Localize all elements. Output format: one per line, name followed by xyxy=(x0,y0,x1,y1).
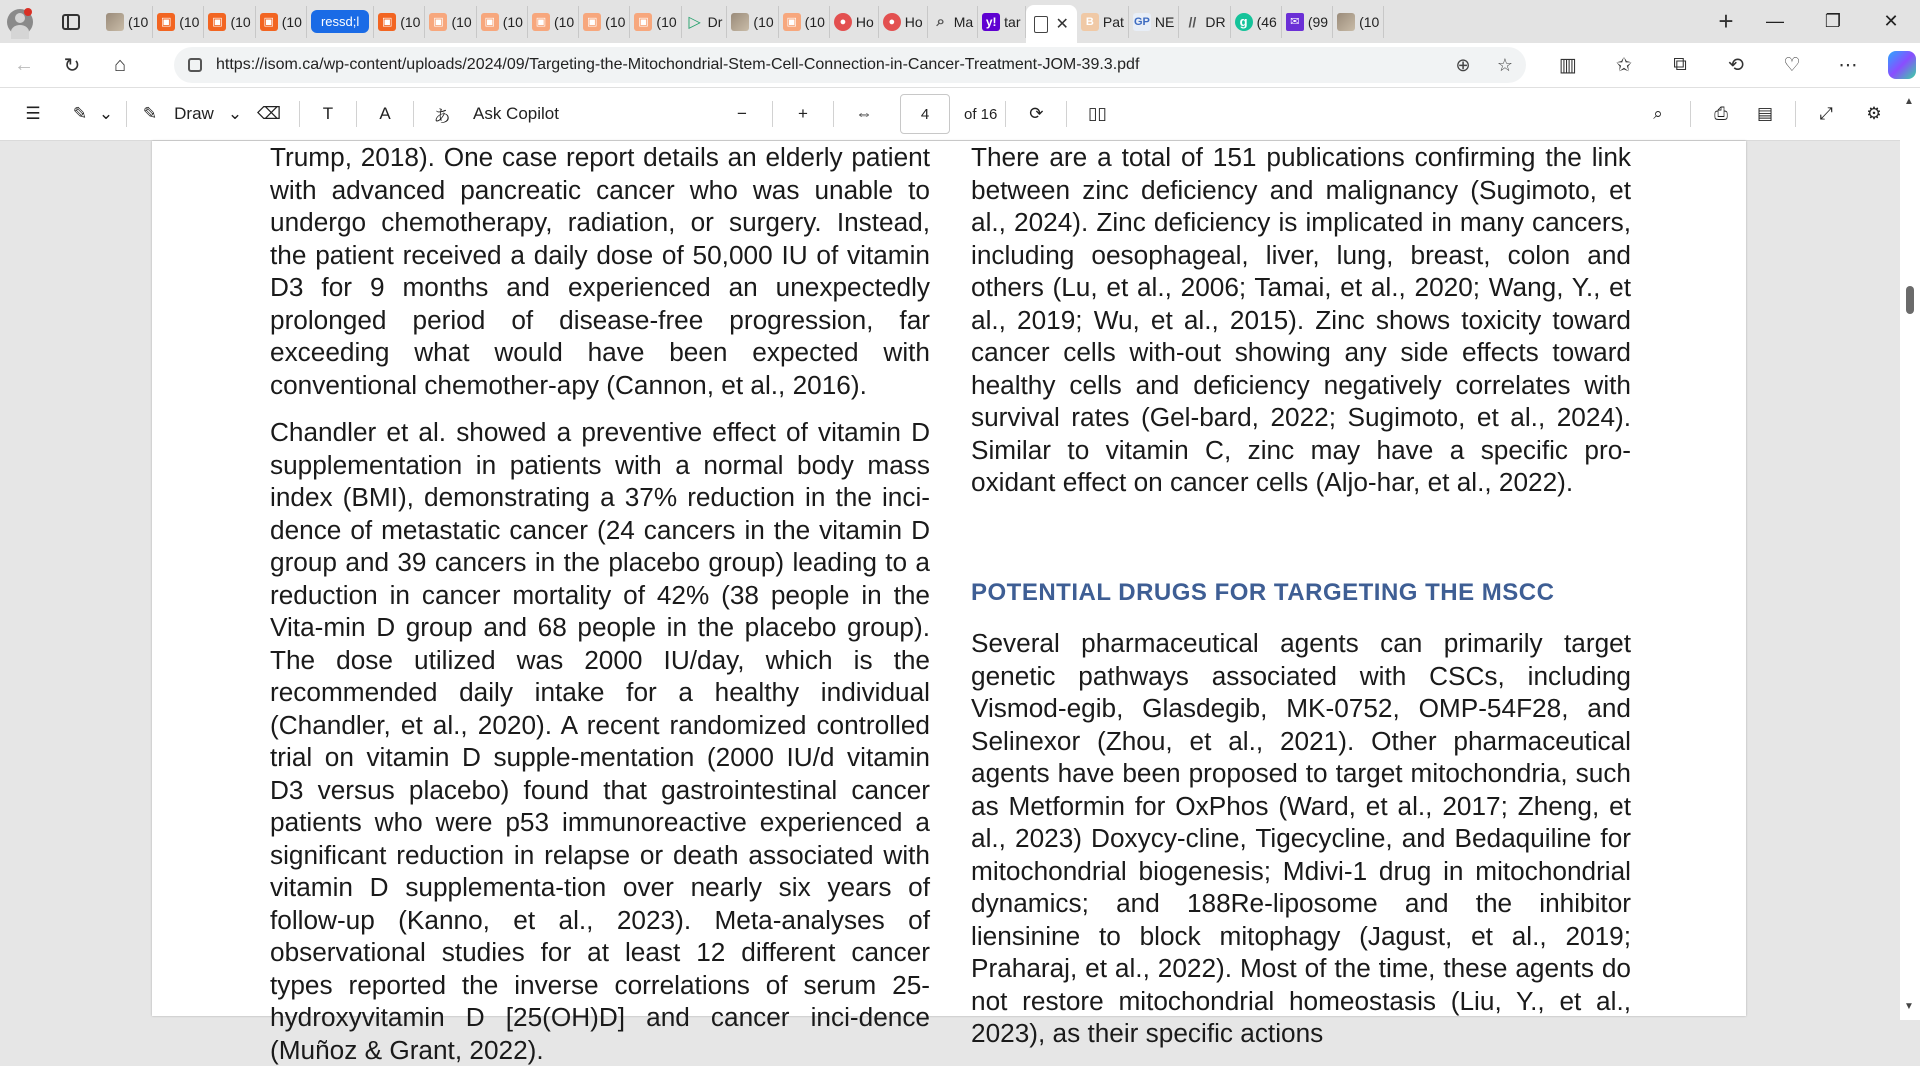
window-controls xyxy=(1746,0,1920,43)
tab-favicon-icon: ▣ xyxy=(378,13,396,31)
tab-favicon-icon: ▣ xyxy=(157,13,175,31)
tab-favicon-icon: B xyxy=(1081,13,1099,31)
tab-label: Ho xyxy=(904,13,923,30)
new-tab-button[interactable]: + xyxy=(1718,6,1734,36)
separator xyxy=(126,101,127,127)
browser-tab[interactable] xyxy=(830,6,879,38)
browser-tab[interactable] xyxy=(1179,6,1230,38)
refresh-button[interactable]: ↻ xyxy=(63,54,81,77)
add-text-icon[interactable]: T xyxy=(322,104,334,123)
pdf-page[interactable] xyxy=(152,141,1746,1065)
read-aloud-icon[interactable]: A xyxy=(379,104,391,123)
tab-label: (10 xyxy=(281,13,302,30)
browser-tab[interactable] xyxy=(978,6,1025,38)
tab-favicon-icon: ● xyxy=(834,13,852,31)
save-icon[interactable]: ▤ xyxy=(1756,104,1774,123)
tab-label: (10 xyxy=(179,13,200,30)
browser-tab[interactable] xyxy=(477,6,528,38)
tab-label: Ho xyxy=(855,13,874,30)
browser-tab[interactable] xyxy=(528,6,579,38)
tab-label: (10 xyxy=(753,13,774,30)
browser-tab[interactable] xyxy=(928,6,978,38)
zoom-in-button[interactable]: + xyxy=(798,104,808,123)
tab-favicon-icon: ▣ xyxy=(208,13,226,31)
browser-tab[interactable] xyxy=(256,6,307,38)
browser-tab[interactable] xyxy=(1077,6,1129,38)
collections-icon[interactable]: ⧉ xyxy=(1673,54,1687,75)
tab-favicon-icon: ▣ xyxy=(583,13,601,31)
tab-strip xyxy=(0,0,1920,43)
separator xyxy=(1066,101,1067,127)
erase-icon[interactable]: ⌫ xyxy=(256,104,282,123)
tab-label: (10 xyxy=(553,13,575,30)
separator xyxy=(1690,101,1691,127)
tab-favicon-icon: ▣ xyxy=(481,13,499,31)
browser-tab[interactable] xyxy=(1231,6,1282,38)
tab-favicon-icon: GP xyxy=(1133,13,1151,31)
tab-label: Ma xyxy=(953,13,974,30)
paragraph: Trump, 2018). One case report details an elderly patient with advanced pancreatic cancer who was unable to undergo chemotherapy, radiation, or surgery. Instead, the patient received a daily dose of 50,000 IU of vitamin D3 for 9 months and experienced an unexpectedly prolonged period of disease-free progression, far exceeding what would have been expected with conventional chemother-apy (Cannon, et al., 2016). xyxy=(270,142,930,400)
paragraph: Chandler et al. showed a preventive effect of vitamin D supplementation in patients with a normal body mass index (BMI), demonstrating a 37% reduction in the inci-dence of metastatic cancer (24 cancers in the vitamin D group and 39 cancers in the placebo group) leading to a reduction in cancer mortality of 42% (38 people in the Vita-min D group and 68 people in the placebo group). The dose utilized was 2000 IU/day, which is the recommended daily intake for a healthy individual (Chandler, et al., 2020). A recent randomized controlled trial on vitamin D supple-mentation (2000 IU/d vitamin D3 versus placebo) found that gastrointestinal cancer patients who were p53 immunoreactive experienced a significant reduction in relapse or death associated with vitamin D supplementa-tion over nearly six years of follow-up (Kanno, et al., 2023). Meta-analyses of observational studies for at least 12 different cancer types reported the inverse correlations of serum 25-hydroxyvitamin D [25(OH)D] and cancer inci-dence (Muñoz & Grant, 2022). xyxy=(270,417,930,1065)
tab-label: (10 xyxy=(400,13,421,30)
separator xyxy=(356,101,357,127)
page-total: of 16 xyxy=(964,105,998,123)
tab-favicon-icon: ▣ xyxy=(429,13,447,31)
tab-favicon-icon: g xyxy=(1235,13,1253,31)
pdf-toolbar xyxy=(0,88,1920,141)
separator xyxy=(833,101,834,127)
draw-button[interactable]: Draw xyxy=(174,104,214,123)
scroll-down-arrow-icon[interactable]: ▼ xyxy=(1904,1001,1914,1012)
ask-copilot-button[interactable]: Ask Copilot xyxy=(473,104,559,123)
tab-favicon-icon: ▣ xyxy=(634,13,652,31)
url-text[interactable]: https://isom.ca/wp-content/uploads/2024/09/Targeting-the-Mitochondrial-Stem-Cell-Connection-in-Cancer-Treatment-JOM-39.3.pdf xyxy=(216,56,1140,73)
favorite-star-icon[interactable]: ☆ xyxy=(1496,54,1514,75)
home-button[interactable]: ⌂ xyxy=(113,53,127,76)
tab-actions-icon xyxy=(62,14,80,30)
zoom-out-button[interactable]: − xyxy=(737,104,747,123)
favorites-icon[interactable]: ✩ xyxy=(1616,54,1632,76)
browser-tab[interactable] xyxy=(630,6,681,38)
browser-toolbar xyxy=(1540,43,1916,88)
restore-button[interactable]: ❐ xyxy=(1824,11,1842,31)
tab-actions-button[interactable] xyxy=(40,0,102,43)
browser-tab[interactable] xyxy=(1282,6,1333,38)
vertical-scrollbar[interactable] xyxy=(1900,88,1920,1020)
paragraph: Several pharmaceutical agents can primarily target genetic pathways associated with CSCs, including Vismod-egib, Glasdegib, MK-0752, OMP-54F28, and Selinexor (Zhou, et al., 2021). Other pharmaceutical agents have been proposed to target mitochondria, such as Metformin for OxPhos (Ward, et al., 2017; Zheng, et al., 2023) Doxycy-cline, Tigecycline, and Bedaquiline for mitochondrial biogenesis; Mdivi-1 drug in mitochondrial dynamics; and 188Re-liposome and the inhibitor liensinine to block mitophagy (Jagust, et al., 2019; Praharaj, et al., 2022). Most of the time, these agents do not restore mitochondrial homeostasis (Liu, Y., et al., 2023), as their specific actions xyxy=(971,628,1631,1048)
tab-favicon-icon: y! xyxy=(982,13,1000,31)
notification-dot xyxy=(24,8,32,16)
tab-favicon-icon: ⌕ xyxy=(936,13,945,30)
page-view-icon[interactable]: ▯▯ xyxy=(1088,104,1107,123)
browser-tab[interactable] xyxy=(879,6,928,38)
tab-list xyxy=(102,0,1706,43)
history-icon[interactable]: ⟲ xyxy=(1728,54,1744,76)
address-bar-row xyxy=(0,43,1920,88)
browser-tab[interactable] xyxy=(727,6,778,38)
more-options-icon[interactable]: ⋯ xyxy=(1838,54,1858,76)
tab-label: (99 xyxy=(1307,13,1329,30)
pdf-viewer[interactable] xyxy=(0,141,1920,1065)
separator xyxy=(299,101,300,127)
browser-tab[interactable] xyxy=(425,6,476,38)
rotate-icon[interactable]: ⟳ xyxy=(1029,104,1044,123)
tab-label: Pat xyxy=(1102,13,1124,30)
tab-label: (10 xyxy=(230,13,251,30)
browser-tab[interactable] xyxy=(102,6,153,38)
browser-tab[interactable] xyxy=(579,6,630,38)
tab-label: NE xyxy=(1154,13,1175,30)
lock-icon[interactable] xyxy=(188,58,202,72)
separator xyxy=(413,101,414,127)
tab-favicon-icon: ▣ xyxy=(532,13,550,31)
performance-icon[interactable]: ♡ xyxy=(1783,54,1801,76)
tab-favicon-icon xyxy=(731,13,749,31)
separator xyxy=(1005,101,1006,127)
tab-favicon-icon: ▷ xyxy=(688,13,701,31)
fullscreen-icon[interactable]: ⤢ xyxy=(1819,104,1833,123)
tab-label: tar xyxy=(1004,13,1021,30)
toolbar-spacer xyxy=(570,88,720,141)
draw-pen-icon[interactable]: ✎ xyxy=(142,104,158,123)
browser-tab[interactable] xyxy=(1333,6,1384,38)
copilot-icon[interactable] xyxy=(1888,51,1916,79)
browser-tab[interactable] xyxy=(204,6,255,38)
scroll-up-arrow-icon[interactable]: ▲ xyxy=(1904,96,1914,107)
tab-favicon-icon xyxy=(106,13,124,31)
browser-tab[interactable] xyxy=(153,6,204,38)
print-icon[interactable]: ⎙ xyxy=(1714,104,1728,123)
scrollbar-thumb[interactable] xyxy=(1906,286,1914,314)
tab-label: (10 xyxy=(502,13,523,30)
draw-dropdown-icon[interactable]: ⌄ xyxy=(227,104,243,123)
tab-label: (10 xyxy=(128,13,149,30)
tab-favicon-icon: // xyxy=(1188,13,1197,30)
minimize-button[interactable]: — xyxy=(1766,11,1784,31)
search-icon[interactable]: ⌕ xyxy=(1653,104,1663,123)
left-column xyxy=(270,141,930,1066)
pdf-document-icon xyxy=(1034,16,1048,33)
browser-tab[interactable] xyxy=(1129,6,1179,38)
tab-label: (46 xyxy=(1256,13,1277,30)
tab-label: DR xyxy=(1205,13,1226,30)
separator xyxy=(1795,101,1796,127)
tab-label: (10 xyxy=(605,13,626,30)
tab-label: (10 xyxy=(656,13,677,30)
tab-label: Dr xyxy=(707,13,723,30)
translate-icon[interactable]: あ xyxy=(433,106,451,126)
settings-icon[interactable]: ⚙ xyxy=(1866,104,1882,123)
tab-label: ressd;l xyxy=(311,10,369,33)
paragraph: There are a total of 151 publications confirming the link between zinc deficiency and malignancy (Sugimoto, et al., 2024). Zinc deficiency is implicated in many cancers, including oesophageal, liver, lung, breast, colon and others (Lu, et al., 2006; Tamai, et al., 2020; Wang, Y., et al., 2019; Wu, et al., 2015). Zinc shows toxicity toward cancer cells with-out showing any side effects toward healthy cells and deficiency negatively correlates with survival rates (Gel-bard, 2022; Sugimoto, et al., 2024). Similar to vitamin C, zinc may have a specific pro-oxidant effect on cancer cells (Aljo-har, et al., 2022). xyxy=(971,142,1631,497)
highlight-dropdown-icon[interactable]: ⌄ xyxy=(98,104,114,123)
browser-tab[interactable] xyxy=(682,6,728,38)
browser-tab[interactable] xyxy=(374,6,425,38)
tab-favicon-icon xyxy=(1337,13,1355,31)
tab-label: (10 xyxy=(804,13,825,30)
active-tab[interactable] xyxy=(1026,5,1077,43)
fit-to-width-icon[interactable]: ⇔ xyxy=(855,104,873,123)
profile-button[interactable] xyxy=(0,0,40,43)
back-button[interactable]: ← xyxy=(14,53,34,76)
address-bar[interactable] xyxy=(174,47,1526,83)
browser-tab[interactable] xyxy=(307,6,374,38)
split-screen-icon[interactable]: ▥ xyxy=(1559,54,1577,76)
tab-favicon-icon: ▣ xyxy=(260,13,278,31)
separator xyxy=(772,101,773,127)
tab-favicon-icon: ● xyxy=(883,13,901,31)
close-window-button[interactable]: ✕ xyxy=(1883,11,1899,31)
close-tab-icon[interactable]: ✕ xyxy=(1055,16,1069,33)
page-number-input[interactable]: 4 xyxy=(900,94,950,134)
tab-label: (10 xyxy=(451,13,472,30)
tab-label: (10 xyxy=(1359,13,1380,30)
highlight-icon[interactable]: ✎ xyxy=(72,104,88,123)
browser-tab[interactable] xyxy=(779,6,830,38)
tab-favicon-icon: ✉ xyxy=(1286,13,1304,31)
right-column xyxy=(971,141,1631,1050)
contents-icon[interactable]: ☰ xyxy=(25,104,41,123)
tab-favicon-icon: ▣ xyxy=(783,13,801,31)
toolbar-spacer xyxy=(1119,88,1634,141)
section-heading: POTENTIAL DRUGS FOR TARGETING THE MSCC xyxy=(971,578,1555,606)
zoom-icon[interactable]: ⊕ xyxy=(1455,54,1471,75)
